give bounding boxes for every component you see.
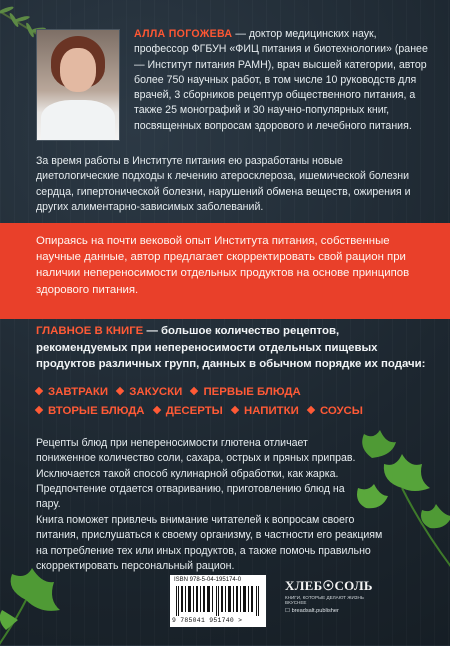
category-item: ПЕРВЫЕ БЛЮДА (191, 383, 300, 402)
publisher-tagline: КНИГИ, КОТОРЫЕ ДЕЛАЮТ ЖИЗНЬ ВКУСНЕЕ (285, 595, 364, 605)
category-item: ДЕСЕРТЫ (154, 402, 223, 421)
gluten-paragraph: Рецепты блюд при непереносимости глютена отличает пониженное количество соли, сахара, острых и пряных приправ. Исключается такой способ кулинарной обработки, как жарка. Предпочтение отдается отвариванию, приготовлению блюд на пару. (36, 437, 356, 511)
author-photo (36, 29, 120, 141)
main-lead: ГЛАВНОЕ В КНИГЕ (36, 325, 144, 337)
diamond-bullet-icon (116, 387, 124, 395)
diamond-bullet-icon (307, 406, 315, 414)
closing-paragraph: Книга поможет привлечь внимание читателей к вопросам своего питания, прислушаться к своему организму, в частности его реакциям на потребление тех или иных продуктов, а также помочь правильно скорректировать персональный рацион. (36, 514, 383, 572)
barcode (170, 575, 266, 627)
category-item: НАПИТКИ (232, 402, 299, 421)
author-name: АЛЛА ПОГОЖЕВА (134, 28, 233, 40)
diamond-bullet-icon (35, 387, 43, 395)
barcode-digits: 9 785041 951740 > (172, 617, 243, 624)
category-item: ЗАВТРАКИ (36, 383, 108, 402)
research-paragraph: За время работы в Институте питания ею разработаны новые диетологические подходы к лечению атеросклероза, ишемической болезни сердца, гипертонической болезни, нарушений обмена веществ, ожирения и других алиментарно-зависимых заболеваний. (36, 155, 411, 213)
diamond-bullet-icon (152, 406, 160, 414)
highlight-text: Опираясь на почти вековой опыт Института питания, собственные научные данные, автор предлагает скорректировать свой рацион при наличии непереносимости отдельных продуктов на основе принципов здорового питания. (36, 235, 410, 296)
main-text: — большое количество рецептов, рекомендуемых при непереносимости отдельных пищевых продуктов различных групп, данных в обычном порядке их подачи: (36, 325, 426, 371)
publisher-name: ХЛЕБ☉СОЛЬ (285, 578, 373, 593)
barcode-bars (176, 586, 260, 616)
author-bio (134, 27, 434, 134)
diamond-bullet-icon (231, 406, 239, 414)
diamond-bullet-icon (190, 387, 198, 395)
isbn-text: ISBN 978-5-04-195174-0 (174, 577, 242, 583)
publisher-site: ☐ breadsalt.publisher (285, 608, 339, 614)
publisher-logo (285, 578, 373, 614)
diamond-bullet-icon (35, 406, 43, 414)
author-bio-text: — доктор медицинских наук, профессор ФГБУН «ФИЦ питания и биотехнологии» (ранее — Институт питания РАМН), врач высшей категории, автор более 750 научных работ, в том числе 10 руководств для врачей, 3 сборников рецептур общественного питания, а также 25 монографий и 30 научно-популярных книг, посвященных вопросам здорового и лечебного питания. (134, 28, 428, 132)
category-item: ВТОРЫЕ БЛЮДА (36, 402, 145, 421)
main-in-book (36, 323, 426, 373)
category-item: ЗАКУСКИ (117, 383, 182, 402)
category-item: СОУСЫ (308, 402, 363, 421)
category-list (36, 383, 431, 421)
